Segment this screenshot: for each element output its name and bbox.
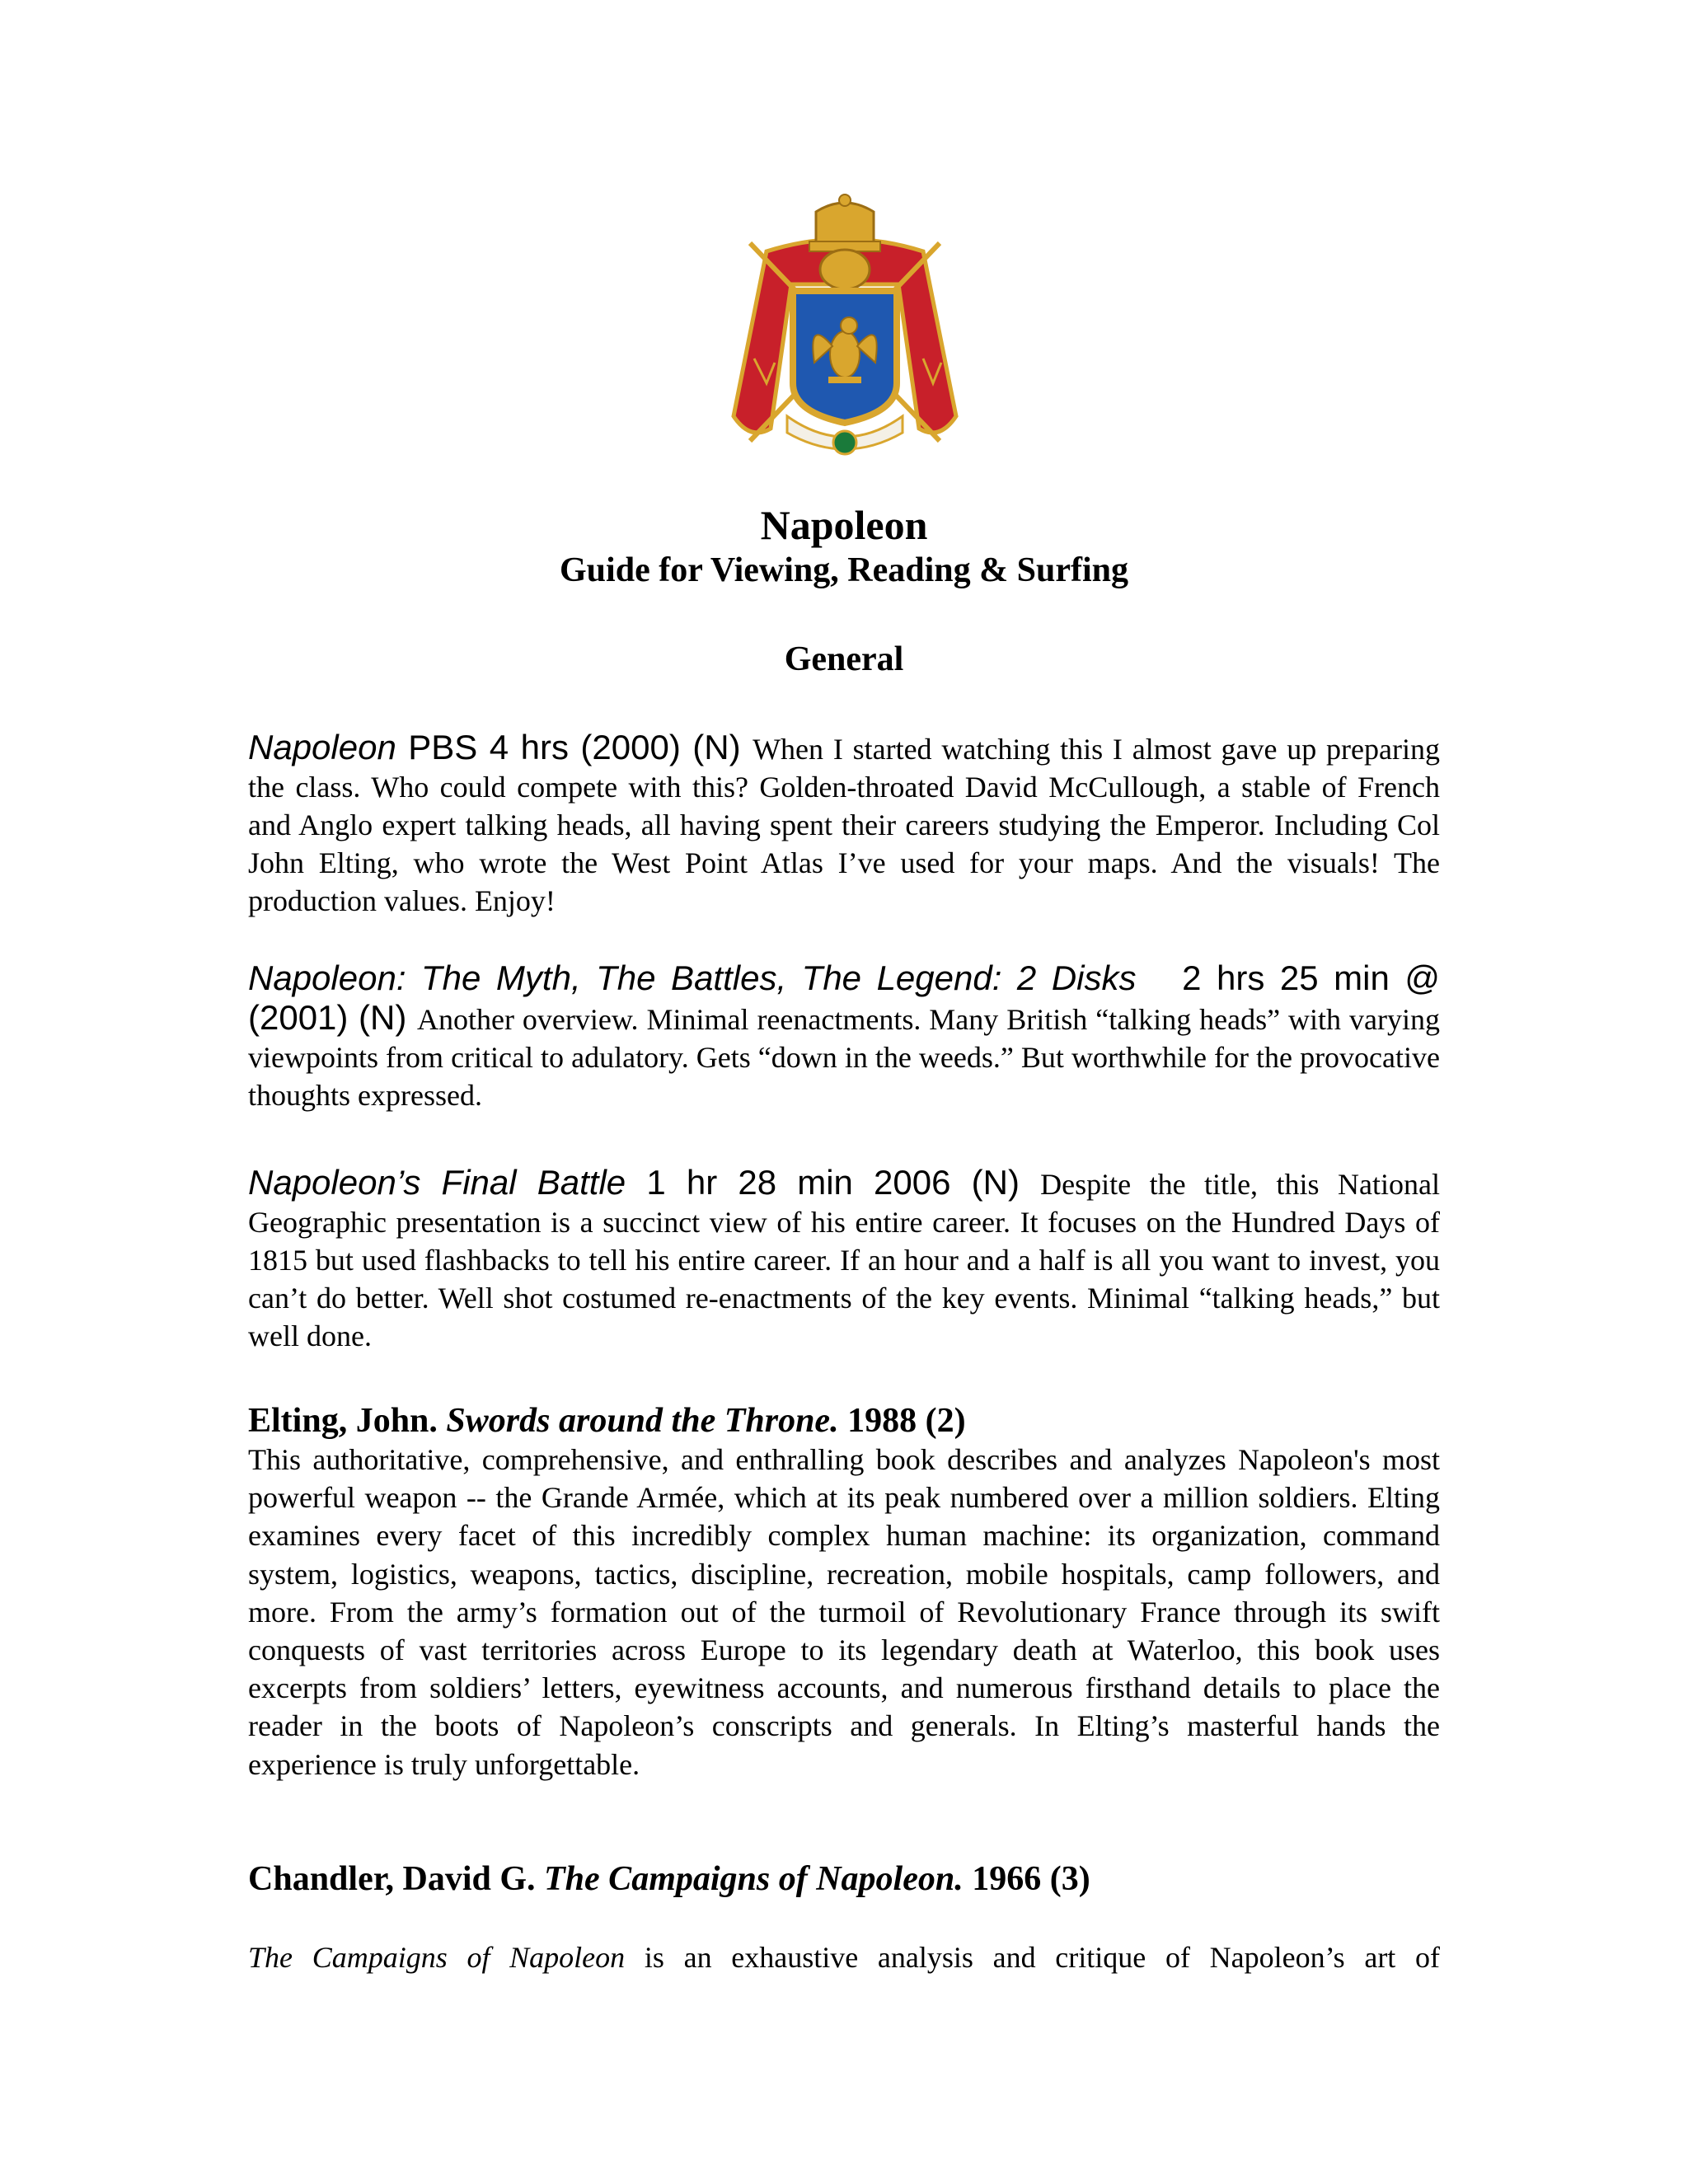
film-entry xyxy=(248,729,1440,920)
film-title: Napoleon’s Final Battle xyxy=(248,1163,626,1202)
book-description-title: The Campaigns of Napoleon xyxy=(248,1941,626,1974)
book-description-text: is an exhaustive analysis and critique of Napoleon’s art of xyxy=(625,1941,1441,1974)
film-title: Napoleon: The Myth, The Battles, The Legend: 2 Disks xyxy=(248,958,1137,997)
film-entry xyxy=(248,958,1450,1114)
book-author: Elting, John. xyxy=(248,1402,447,1440)
book-meta: 1966 (3) xyxy=(963,1860,1090,1898)
page-title: Napoleon xyxy=(760,502,928,548)
book-meta: 1988 (2) xyxy=(838,1402,966,1440)
film-description: When I started watching this I almost gave up preparing the class. Who could compete with this? Golden-throated David McCullough, a stable of French and Anglo expert talking heads, all having spent their careers studying the Emperor. Including Col John Elting, who wrote the West Point Atlas I’ve used for your maps. And the visuals! The production values. Enjoy! xyxy=(248,733,1440,917)
film-details: 1 hr 28 min 2006 (N) xyxy=(626,1163,1041,1202)
book-heading xyxy=(248,1859,1440,1899)
book-title: The Campaigns of Napoleon. xyxy=(544,1860,964,1898)
book-title: Swords around the Throne. xyxy=(446,1402,839,1440)
film-title: Napoleon xyxy=(248,728,396,766)
book-author: Chandler, David G. xyxy=(248,1860,545,1898)
book-description: This authoritative, comprehensive, and enthralling book describes and analyzes Napoleon's most powerful weapon -- the Grande Armée, which at its peak numbered over a million soldiers. Elting examines every facet of this incredibly complex human machine: its organization, command system, logistics, weapons, tactics, discipline, recreation, mobile hospitals, camp followers, and more. From the army’s formation out of the turmoil of Revolutionary France through its swift conquests of vast territories across Europe to its legendary death at Waterloo, this book uses excerpts from soldiers’ letters, eyewitness accounts, and numerous firsthand details to place the reader in the boots of Napoleon’s conscripts and generals. In Elting’s masterful hands the experience is truly unforgettable. xyxy=(248,1443,1440,1781)
film-details: PBS 4 hrs (2000) (N) xyxy=(396,728,753,766)
book-description xyxy=(248,1938,1440,1976)
section-heading: General xyxy=(784,640,904,678)
imperial-coat-of-arms-icon xyxy=(717,194,973,466)
film-description: Another overview. Minimal reenactments. Many British “talking heads” with varying viewpoints from critical to adulatory. Gets “down in the weeds.” But worthwhile for the provocative thoughts expressed. xyxy=(248,1003,1440,1112)
film-description: Despite the title, this National Geographic presentation is a succinct view of his entire career. It focuses on the Hundred Days of 1815 but used flashbacks to tell his entire career. If an hour and a half is all you want to invest, you can’t do better. Well shot costumed re-enactments of the key events. Minimal “talking heads,” but well done. xyxy=(248,1168,1441,1352)
film-entry xyxy=(248,1164,1440,1355)
page-subtitle: Guide for Viewing, Reading & Surfing xyxy=(560,551,1128,589)
film-details: 2 hrs 25 min @ (2001) (N) xyxy=(248,958,1450,1037)
book-heading xyxy=(248,1401,1440,1441)
